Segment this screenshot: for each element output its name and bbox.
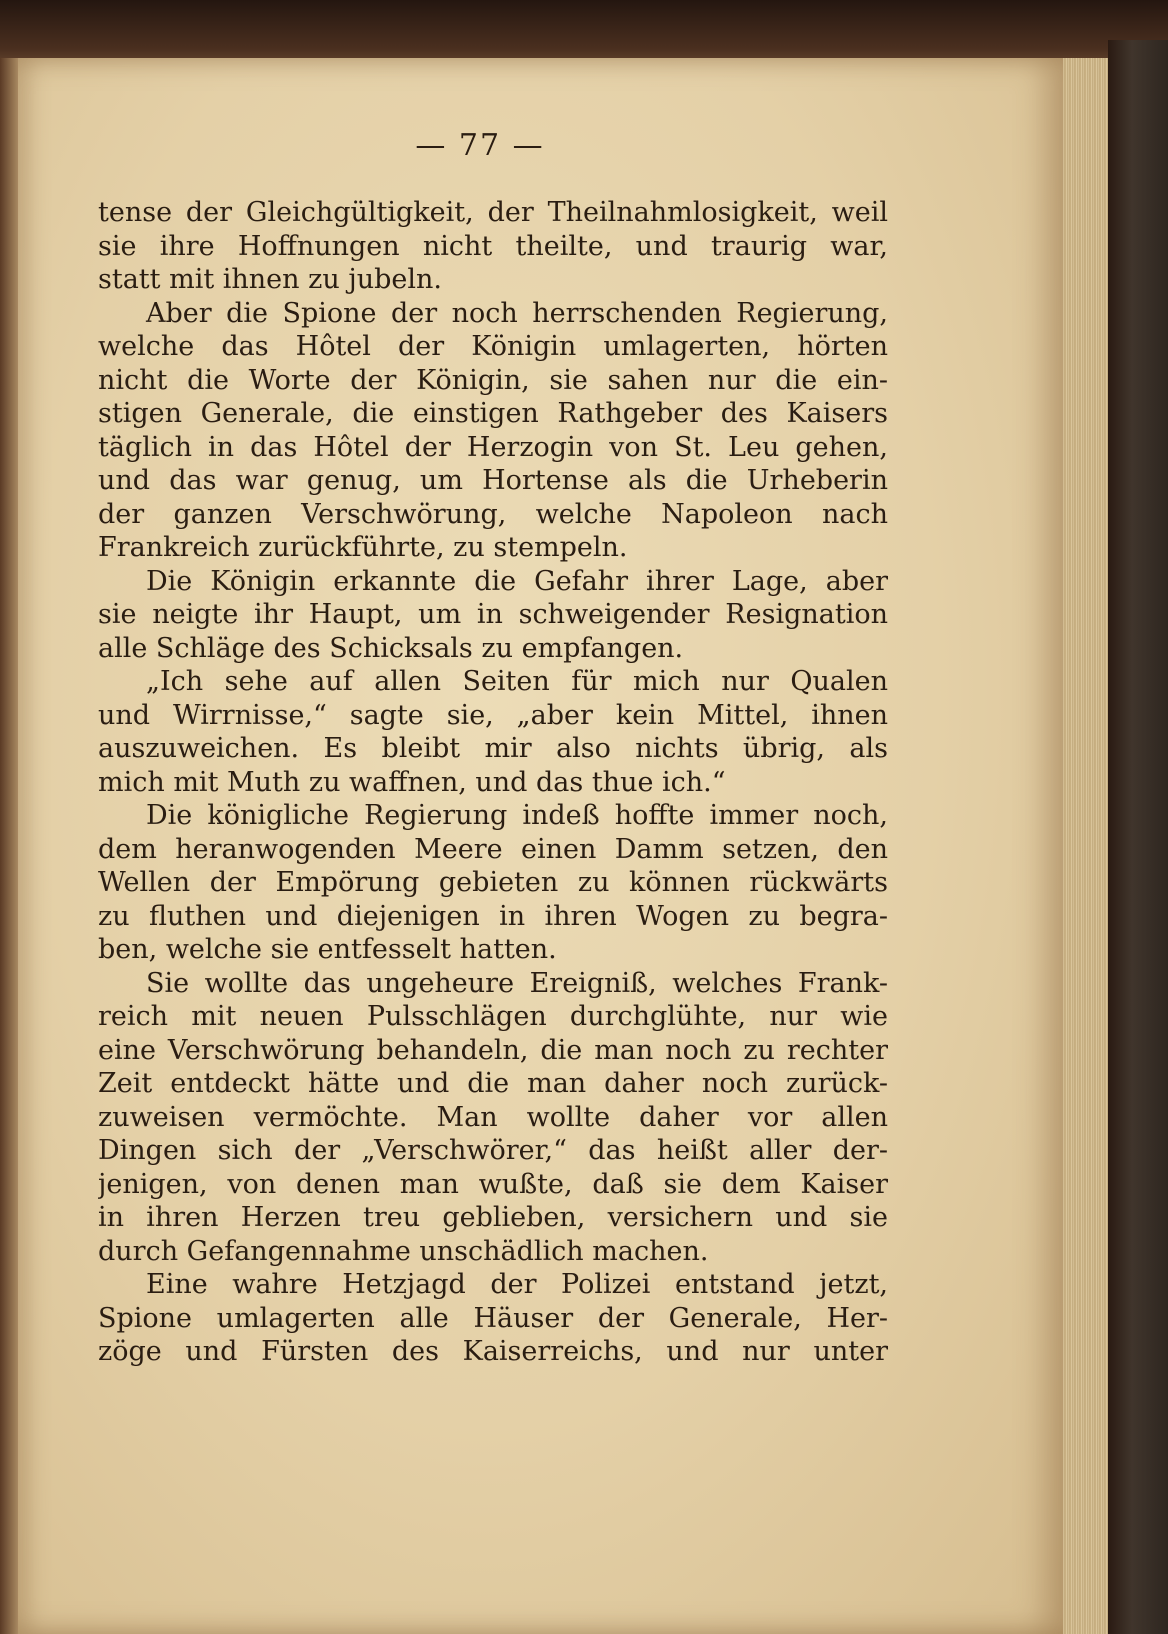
text-line: sie ihre Hoffnungen nicht theilte, und traurig war, xyxy=(98,230,888,262)
text-line: Die königliche Regierung indeß hoffte immer noch, xyxy=(146,800,888,831)
text-line: nicht die Worte der Königin, sie sahen nur die ein- xyxy=(98,364,888,396)
text-line: alle Schläge des Schicksals zu empfangen. xyxy=(98,632,684,664)
text-line: Die Königin erkannte die Gefahr ihrer Lage, aber xyxy=(146,565,888,597)
text-line: der ganzen Verschwörung, welche Napoleon nach xyxy=(98,498,888,530)
text-line: Spione umlagerten alle Häuser der Generale, Her- xyxy=(98,1302,888,1334)
text-line: Dingen sich der „Verschwörer,“ das heißt aller der- xyxy=(98,1135,888,1166)
book-cover-edge xyxy=(1108,40,1168,1634)
text-line: Zeit entdeckt hätte und die man daher noch zurück- xyxy=(98,1068,888,1099)
text-line: dem heranwogenden Meere einen Damm setzen, den xyxy=(98,833,888,865)
text-line: „Ich sehe auf allen Seiten für mich nur Qualen xyxy=(146,666,888,697)
text-line: sie neigte ihr Haupt, um in schweigender Resignation xyxy=(98,599,888,630)
text-line: welche das Hôtel der Königin umlagerten, hörten xyxy=(98,331,888,362)
text-line: Aber die Spione der noch herrschenden Regierung, xyxy=(146,297,888,329)
text-line: tense der Gleichgültigkeit, der Theilnahmlosigkeit, weil xyxy=(98,197,888,228)
text-line: eine Verschwörung behandeln, die man noch zu rechter xyxy=(98,1034,888,1066)
text-line: zu fluthen und diejenigen in ihren Wogen zu begra- xyxy=(98,900,888,932)
text-line: Wellen der Empörung gebieten zu können rückwärts xyxy=(98,867,888,898)
text-line: und Wirrnisse,“ sagte sie, „aber kein Mittel, ihnen xyxy=(98,699,888,731)
text-line: zuweisen vermöchte. Man wollte daher vor allen xyxy=(98,1101,888,1133)
text-line: mich mit Muth zu waffnen, und das thue ich.“ xyxy=(98,766,726,798)
text-line: ben, welche sie entfesselt hatten. xyxy=(98,934,557,965)
text-line: Frankreich zurückführte, zu stempeln. xyxy=(98,532,628,563)
text-line: in ihren Herzen treu geblieben, versichern und sie xyxy=(98,1202,888,1233)
text-line: Sie wollte das ungeheure Ereigniß, welches Frank- xyxy=(146,967,888,999)
text-line: zöge und Fürsten des Kaiserreichs, und nur unter xyxy=(98,1336,888,1367)
text-line: reich mit neuen Pulsschlägen durchglühte, nur wie xyxy=(98,1001,888,1032)
page-edges xyxy=(1058,58,1108,1634)
text-line: statt mit ihnen zu jubeln. xyxy=(98,264,442,295)
text-line: und das war genug, um Hortense als die Urheberin xyxy=(98,465,888,496)
text-line: täglich in das Hôtel der Herzogin von St. Leu gehen, xyxy=(98,431,888,463)
text-line: durch Gefangennahme unschädlich machen. xyxy=(98,1235,709,1267)
text-line: jenigen, von denen man wußte, daß sie dem Kaiser xyxy=(98,1168,888,1200)
text-line: Eine wahre Hetzjagd der Polizei entstand jetzt, xyxy=(146,1269,888,1300)
page-text-block xyxy=(98,196,888,1369)
text-line: auszuweichen. Es bleibt mir also nichts übrig, als xyxy=(98,733,888,764)
page-number: — 77 — xyxy=(415,128,545,163)
text-line: stigen Generale, die einstigen Rathgeber des Kaisers xyxy=(98,398,888,429)
